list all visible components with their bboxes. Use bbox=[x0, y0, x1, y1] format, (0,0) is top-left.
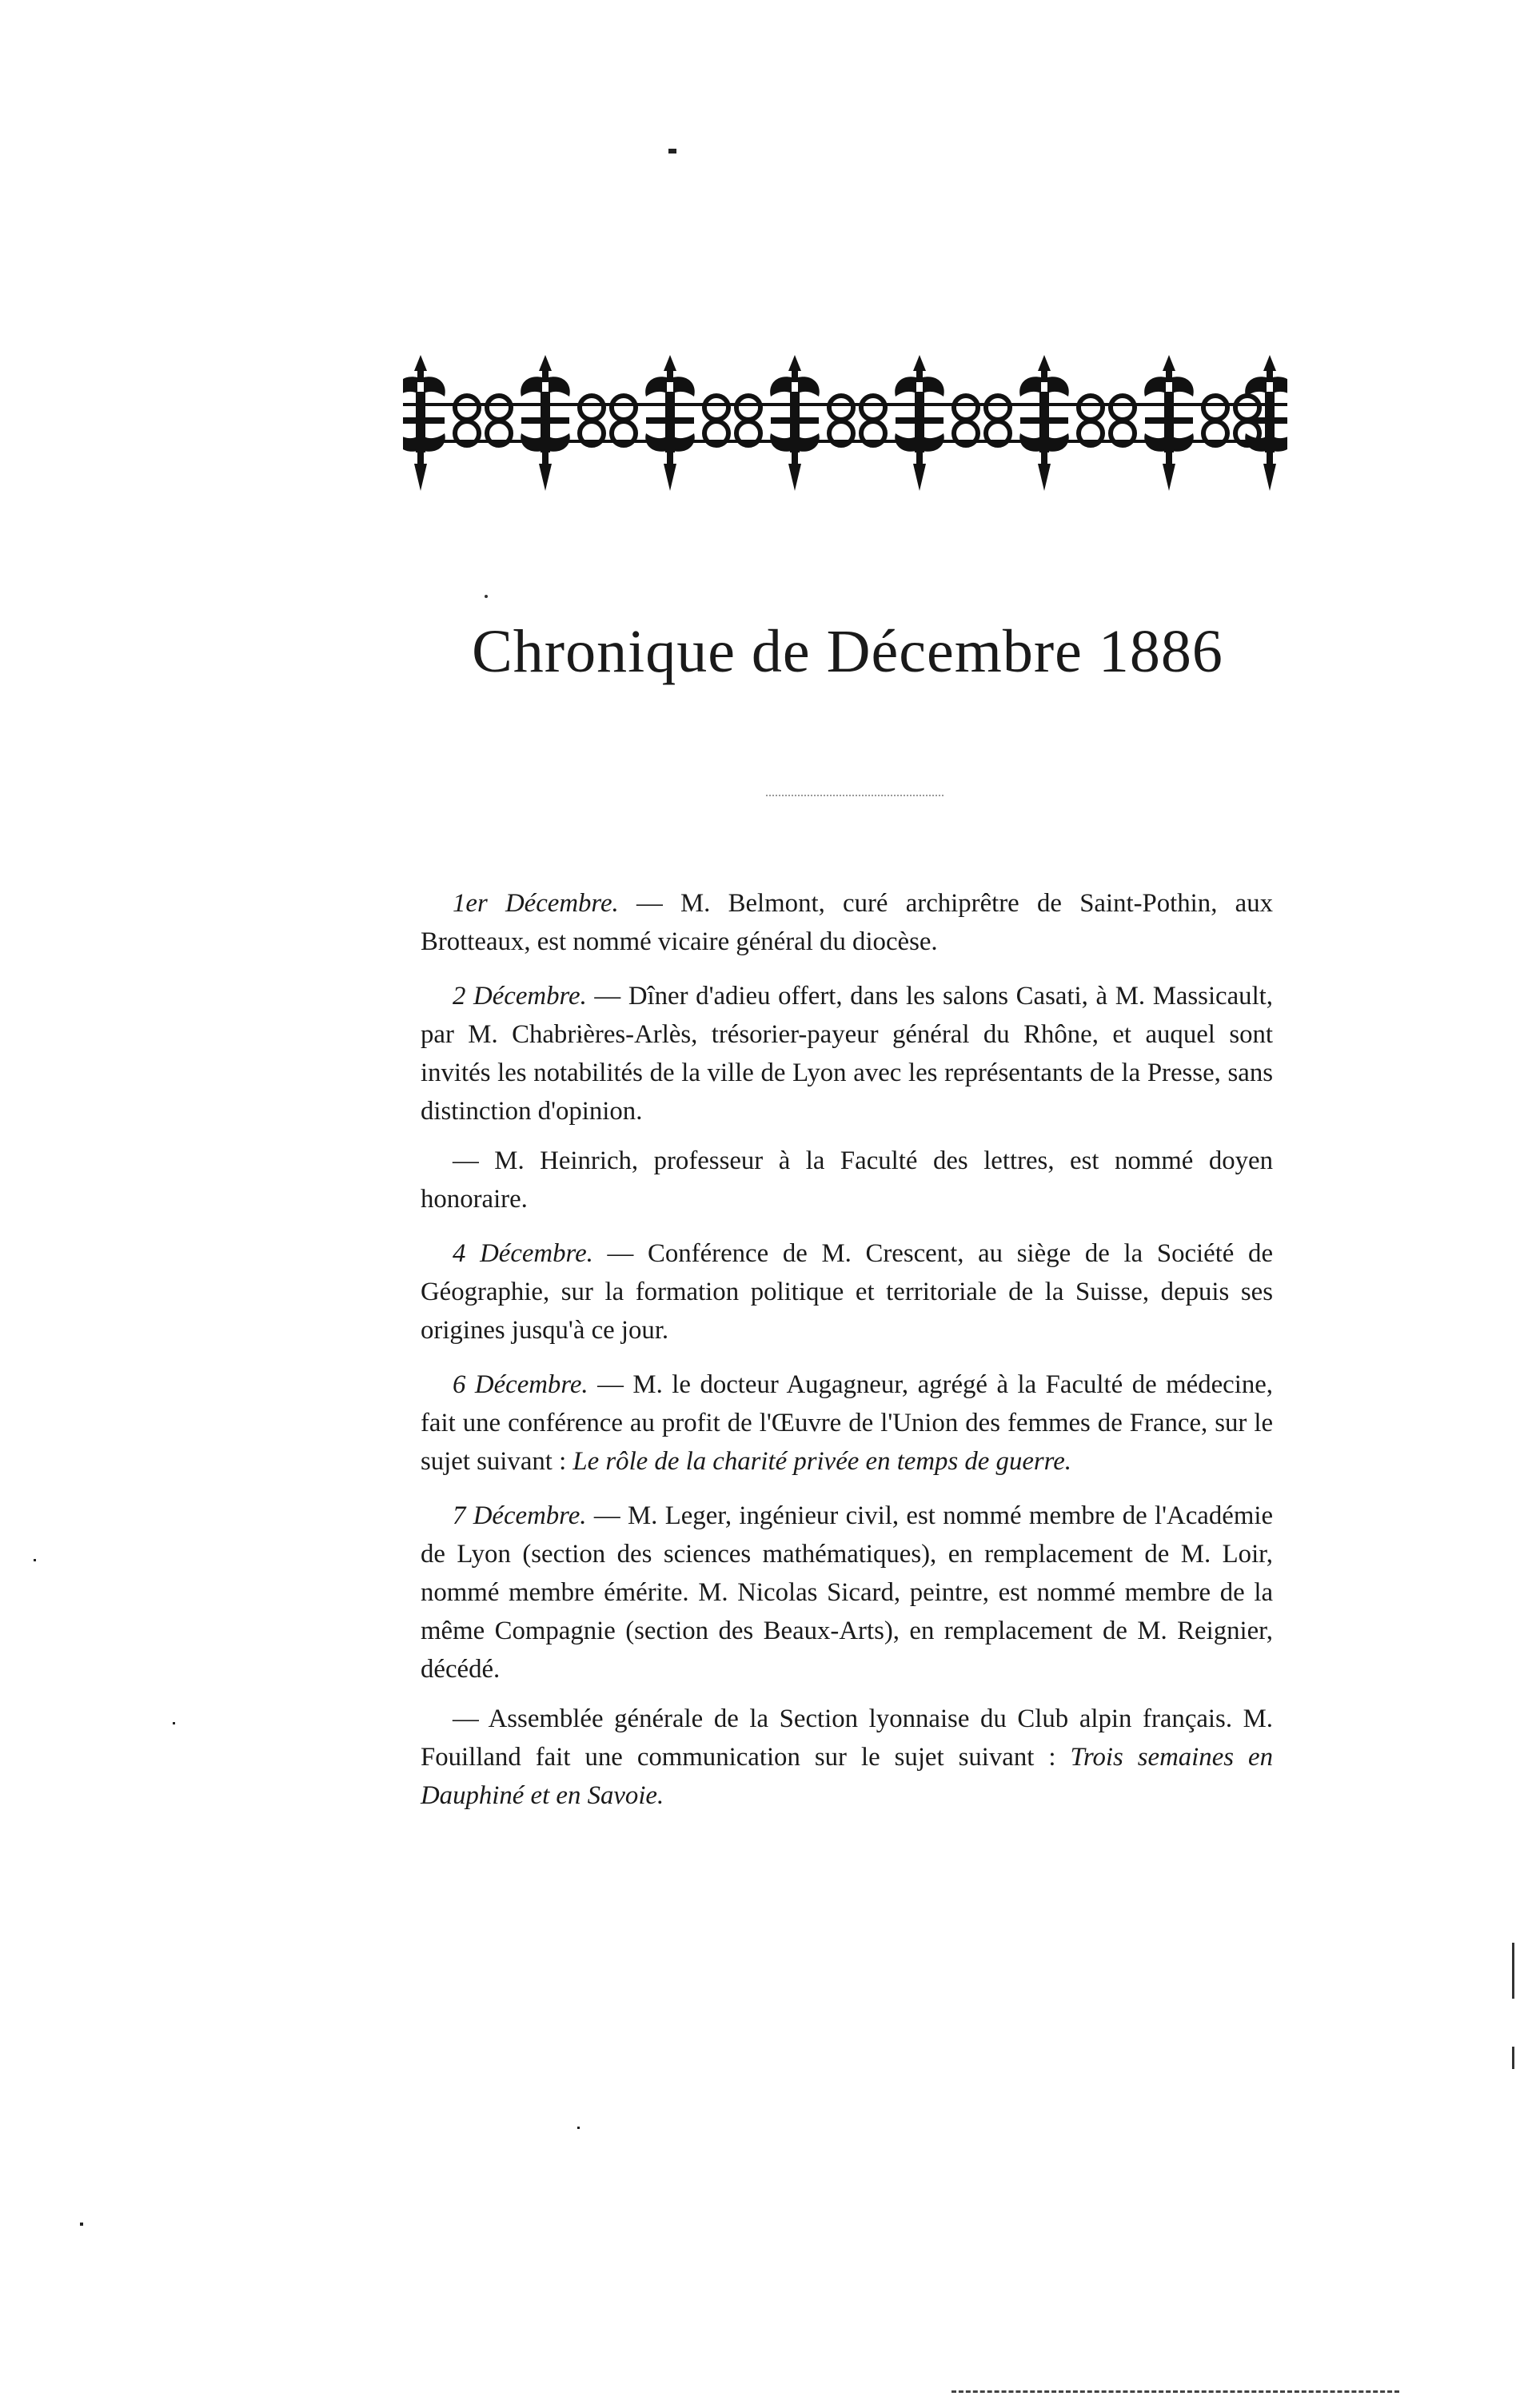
entry-paragraph bbox=[421, 884, 1273, 961]
scan-speck bbox=[668, 149, 676, 153]
entry-paragraph bbox=[421, 1365, 1273, 1481]
entry-paragraph bbox=[421, 1700, 1273, 1815]
scan-speck bbox=[577, 2127, 580, 2129]
entry-text: — M. Leger, ingénieur civil, est nommé membre de l'Académie de Lyon (section des sciences mathématiques), en remplacement de M. Loir, nommé membre émérite. M. Nicolas Sicard, peintre, est nommé membre de la même Compagnie (section des Beaux-Arts), en remplacement de M. Reignier, décédé. bbox=[421, 1501, 1273, 1684]
entry-paragraph bbox=[421, 977, 1273, 1130]
entry-paragraph bbox=[421, 1234, 1273, 1350]
entry-date: 4 Décembre. bbox=[453, 1239, 593, 1268]
entry-paragraph bbox=[421, 1142, 1273, 1218]
scan-speck bbox=[80, 2223, 83, 2226]
scan-speck bbox=[485, 595, 488, 598]
margin-scan-bar bbox=[1512, 2047, 1514, 2069]
entry-date: 2 Décembre. bbox=[453, 982, 587, 1011]
fleuron-ornament bbox=[403, 350, 1287, 496]
entry-date: 7 Décembre. bbox=[453, 1501, 587, 1530]
entry-italic-title: Trois semaines en Dauphiné et en Savoie. bbox=[421, 1743, 1273, 1810]
entry-text: — Assemblée générale de la Section lyonnaise du Club alpin français. M. Fouilland fait une communication sur le sujet suivant : bbox=[421, 1704, 1273, 1772]
margin-scan-bar bbox=[1512, 1943, 1514, 1999]
title-divider bbox=[766, 795, 944, 796]
entry-text: — M. Heinrich, professeur à la Faculté des lettres, est nommé doyen honoraire. bbox=[421, 1146, 1273, 1214]
scan-speck bbox=[173, 1722, 175, 1724]
chronicle-body bbox=[421, 884, 1273, 1831]
entry-text: — Dîner d'adieu offert, dans les salons Casati, à M. Massicault, par M. Chabrières-Arlès, trésorier-payeur général du Rhône, et auquel sont invités les notabilités de la ville de Lyon avec les représentants de la Presse, sans distinction d'opinion. bbox=[421, 982, 1273, 1126]
page-title-text: Chronique de Décembre 1886 bbox=[472, 618, 1223, 685]
entry-paragraph bbox=[421, 1497, 1273, 1688]
page-title bbox=[416, 616, 1279, 688]
footer-scan-dashes bbox=[952, 2390, 1399, 2393]
entry-text: — M. le docteur Augagneur, agrégé à la Faculté de médecine, fait une conférence au profit de l'Œuvre de l'Union des femmes de France, sur le sujet suivant : bbox=[421, 1370, 1273, 1476]
entry-date: 1er Décembre. bbox=[453, 889, 619, 918]
entry-italic-title: Le rôle de la charité privée en temps de guerre. bbox=[572, 1447, 1071, 1476]
entry-text: — M. Belmont, curé archiprêtre de Saint-Pothin, aux Brotteaux, est nommé vicaire général du diocèse. bbox=[421, 889, 1273, 956]
scan-speck bbox=[34, 1559, 36, 1561]
entry-date: 6 Décembre. bbox=[453, 1370, 588, 1399]
entry-text: — Conférence de M. Crescent, au siège de la Société de Géographie, sur la formation politique et territoriale de la Suisse, depuis ses origines jusqu'à ce jour. bbox=[421, 1239, 1273, 1345]
